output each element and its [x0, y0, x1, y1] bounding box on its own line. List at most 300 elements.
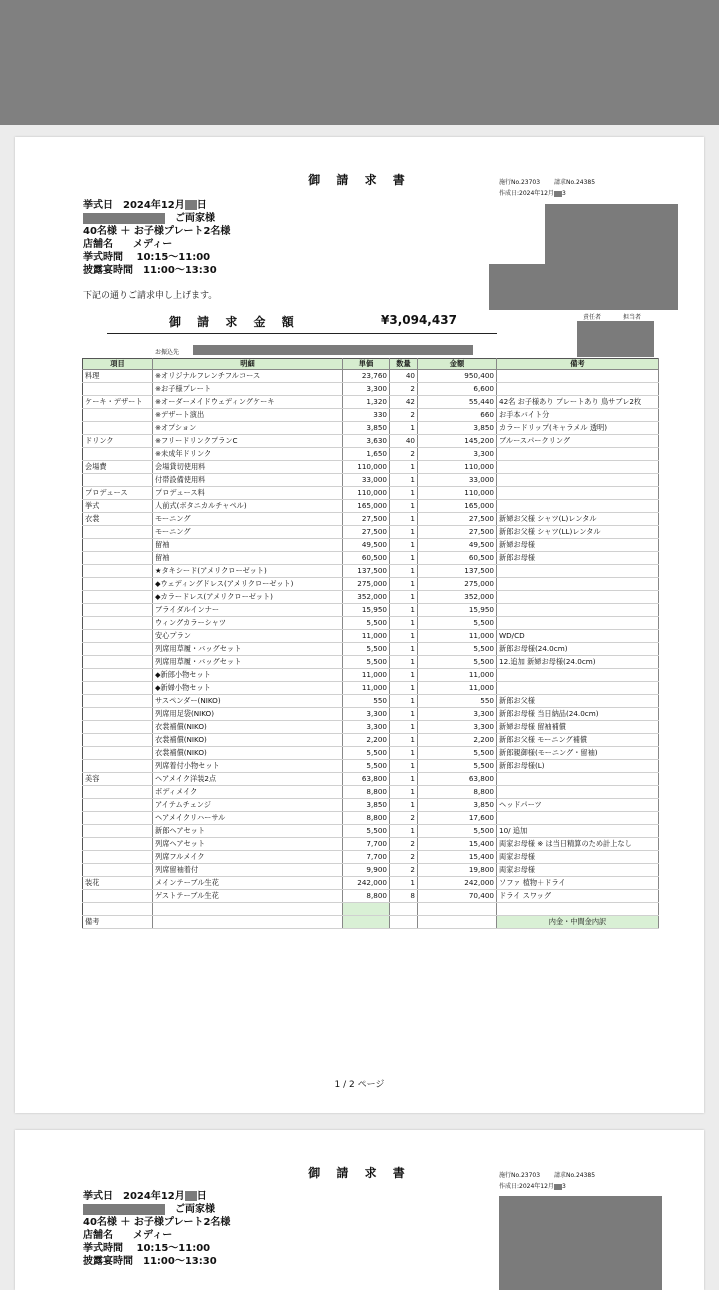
cell-detail: 留袖 [153, 539, 343, 552]
cell-unit-price: 15,950 [343, 604, 390, 617]
table-row [83, 604, 659, 617]
cell-remarks: 新郎お母様 当日納品(24.0cm) [497, 708, 659, 721]
staff-label: 担当者 [623, 314, 642, 321]
cell-detail: ボディメイク [153, 786, 343, 799]
cell-detail: 新郎ヘアセット [153, 825, 343, 838]
cell-quantity: 2 [390, 383, 418, 396]
cell-amount: 5,500 [418, 747, 497, 760]
cell-detail: ◆ウェディングドレス(アメリクローゼット) [153, 578, 343, 591]
cell-category [83, 851, 153, 864]
cell-detail: ※未成年ドリンク [153, 448, 343, 461]
table-row [83, 682, 659, 695]
cell-remarks: 新郎親御様(モーニング・留袖) [497, 747, 659, 760]
cell-remarks: 12.追加 新婦お母様(24.0cm) [497, 656, 659, 669]
table-row [83, 799, 659, 812]
table-row [83, 890, 659, 903]
cell-amount: 49,500 [418, 539, 497, 552]
table-row [83, 383, 659, 396]
empty-area [83, 903, 659, 916]
cell-detail: 列席フルメイク [153, 851, 343, 864]
cell-remarks: カラードリップ(キャラメル 透明) [497, 422, 659, 435]
table-row [83, 643, 659, 656]
table-row [83, 825, 659, 838]
cell-unit-price: 275,000 [343, 578, 390, 591]
table-row [83, 721, 659, 734]
cell-quantity: 1 [390, 747, 418, 760]
cell-category: 美容 [83, 773, 153, 786]
cell-category [83, 695, 153, 708]
cell-amount: 3,300 [418, 708, 497, 721]
cell-category [83, 747, 153, 760]
table-row [83, 448, 659, 461]
cell-unit-price: 3,630 [343, 435, 390, 448]
cell-unit-price: 550 [343, 695, 390, 708]
table-row [83, 747, 659, 760]
col-remarks: 備考 [497, 359, 659, 370]
cell-unit-price: 3,850 [343, 799, 390, 812]
table-row [83, 838, 659, 851]
cell-amount: 63,800 [418, 773, 497, 786]
address-label: お振込先 [155, 349, 180, 356]
cell-unit-price: 8,800 [343, 786, 390, 799]
reception-time: 披露宴時間 11:00〜13:30 [83, 265, 217, 276]
cell-amount: 137,500 [418, 565, 497, 578]
cell-detail: ※フリードリンクプランC [153, 435, 343, 448]
cell-quantity: 1 [390, 552, 418, 565]
cell-remarks [497, 773, 659, 786]
cell-remarks: 新郎お母様(24.0cm) [497, 643, 659, 656]
col-unit-price: 単価 [343, 359, 390, 370]
cell-category [83, 617, 153, 630]
cell-category [83, 591, 153, 604]
col-amount: 金額 [418, 359, 497, 370]
ceremony-time: 挙式時間 10:15〜11:00 [83, 1243, 211, 1254]
remarks-row [83, 916, 659, 929]
cell-detail: ◆新郎小物セット [153, 669, 343, 682]
client-info [83, 1190, 230, 1268]
cell-unit-price: 242,000 [343, 877, 390, 890]
document-title: 御 請 求 書 [308, 1166, 411, 1180]
cell-quantity: 40 [390, 370, 418, 383]
ref-numbers [499, 177, 595, 186]
cell-detail: 付帯設備使用料 [153, 474, 343, 487]
cell-amount: 242,000 [418, 877, 497, 890]
cell-category: 挙式 [83, 500, 153, 513]
cell-detail: 列席用草履・バッグセット [153, 656, 343, 669]
cell-amount: 3,850 [418, 799, 497, 812]
table-row [83, 539, 659, 552]
table-row [83, 591, 659, 604]
cell-unit-price: 352,000 [343, 591, 390, 604]
cell-remarks: 新郎お母様 [497, 552, 659, 565]
cell-detail: ブライダルインナー [153, 604, 343, 617]
table-row [83, 422, 659, 435]
cell-quantity: 1 [390, 474, 418, 487]
cell-amount: 110,000 [418, 487, 497, 500]
cell-amount: 3,300 [418, 721, 497, 734]
cell-category [83, 604, 153, 617]
cell-unit-price: 3,300 [343, 708, 390, 721]
cell-unit-price: 49,500 [343, 539, 390, 552]
cell-detail: ◆カラードレス(アメリクローゼット) [153, 591, 343, 604]
cell-quantity: 1 [390, 526, 418, 539]
cell-quantity: 1 [390, 500, 418, 513]
cell-quantity: 1 [390, 695, 418, 708]
cell-quantity: 1 [390, 630, 418, 643]
cell-quantity: 2 [390, 448, 418, 461]
cell-remarks: 両家お母様 ※ は当日精算のため計上なし [497, 838, 659, 851]
cell-amount: 6,600 [418, 383, 497, 396]
table-row [83, 565, 659, 578]
cell-unit-price: 11,000 [343, 682, 390, 695]
cell-detail: プロデュース料 [153, 487, 343, 500]
cell-quantity: 1 [390, 799, 418, 812]
cell-quantity: 1 [390, 721, 418, 734]
remarks-label: 備考 [83, 916, 153, 929]
cell-category: 会場費 [83, 461, 153, 474]
cell-remarks: 新婦お母様 留袖補償 [497, 721, 659, 734]
col-detail: 明細 [153, 359, 343, 370]
cell-amount: 15,400 [418, 851, 497, 864]
total-amount: ¥3,094,437 [381, 313, 457, 327]
cell-category [83, 682, 153, 695]
cell-detail: 衣裳補償(NIKO) [153, 721, 343, 734]
redacted-block [545, 204, 678, 264]
col-category: 項目 [83, 359, 153, 370]
cell-remarks [497, 448, 659, 461]
client-info [83, 199, 230, 277]
cell-quantity: 1 [390, 682, 418, 695]
cell-detail: モーニング [153, 526, 343, 539]
cell-category [83, 422, 153, 435]
ref-numbers: 施行No.23703 請求No.24385 [499, 1172, 596, 1179]
wedding-date: 挙式日 2024年12月 日 [83, 200, 207, 211]
table-row [83, 617, 659, 630]
cell-category [83, 630, 153, 643]
cell-quantity: 40 [390, 435, 418, 448]
invoice-table [82, 358, 659, 929]
created-date: 作成日:2024年12月 3 [499, 1183, 566, 1190]
ceremony-time: 挙式時間 10:15〜11:00 [83, 252, 211, 263]
cell-category [83, 656, 153, 669]
cell-quantity: 1 [390, 422, 418, 435]
table-row [83, 461, 659, 474]
table-row [83, 734, 659, 747]
cell-detail: 衣裳補償(NIKO) [153, 747, 343, 760]
cell-quantity: 1 [390, 513, 418, 526]
cell-amount: 15,400 [418, 838, 497, 851]
cell-amount: 11,000 [418, 630, 497, 643]
cell-amount: 15,950 [418, 604, 497, 617]
cell-category [83, 838, 153, 851]
cell-category: 衣裳 [83, 513, 153, 526]
cell-remarks [497, 370, 659, 383]
cell-quantity: 1 [390, 877, 418, 890]
cell-category [83, 721, 153, 734]
cell-unit-price: 9,900 [343, 864, 390, 877]
redacted-stamp [577, 321, 654, 357]
table-row [83, 851, 659, 864]
cell-unit-price: 330 [343, 409, 390, 422]
cell-unit-price: 3,300 [343, 721, 390, 734]
venue: 店舗名 メディー [83, 239, 173, 250]
cell-amount: 55,440 [418, 396, 497, 409]
table-row [83, 630, 659, 643]
cell-unit-price: 23,760 [343, 370, 390, 383]
cell-unit-price: 27,500 [343, 526, 390, 539]
cell-unit-price: 11,000 [343, 630, 390, 643]
cell-quantity: 1 [390, 591, 418, 604]
cell-category [83, 708, 153, 721]
cell-amount: 27,500 [418, 526, 497, 539]
cell-remarks: ヘッドパーツ [497, 799, 659, 812]
cell-unit-price: 63,800 [343, 773, 390, 786]
cell-quantity: 2 [390, 864, 418, 877]
cell-amount: 19,800 [418, 864, 497, 877]
cell-remarks: 新郎お父様 [497, 695, 659, 708]
table-row [83, 877, 659, 890]
cell-amount: 550 [418, 695, 497, 708]
cell-unit-price: 11,000 [343, 669, 390, 682]
cell-quantity: 1 [390, 656, 418, 669]
cell-unit-price: 110,000 [343, 461, 390, 474]
cell-category [83, 578, 153, 591]
cell-detail: ★タキシード(アメリクローゼット) [153, 565, 343, 578]
cell-amount: 8,800 [418, 786, 497, 799]
top-bar [0, 0, 719, 125]
invoice-page-2 [15, 1130, 704, 1290]
cell-amount: 5,500 [418, 825, 497, 838]
cell-amount: 660 [418, 409, 497, 422]
cell-detail: アイテムチェンジ [153, 799, 343, 812]
cell-quantity: 1 [390, 643, 418, 656]
table-row [83, 409, 659, 422]
cell-amount: 3,850 [418, 422, 497, 435]
cell-amount: 11,000 [418, 669, 497, 682]
cell-remarks [497, 682, 659, 695]
cell-unit-price: 5,500 [343, 643, 390, 656]
cell-remarks [497, 383, 659, 396]
col-quantity: 数量 [390, 359, 418, 370]
cell-detail: 列席用足袋(NIKO) [153, 708, 343, 721]
cell-category: プロデュース [83, 487, 153, 500]
cell-detail: モーニング [153, 513, 343, 526]
family-name: ご両家様 [83, 212, 230, 225]
table-row [83, 526, 659, 539]
cell-quantity: 1 [390, 734, 418, 747]
cell-unit-price: 33,000 [343, 474, 390, 487]
cell-unit-price: 1,650 [343, 448, 390, 461]
cell-unit-price: 137,500 [343, 565, 390, 578]
cell-remarks [497, 487, 659, 500]
table-row [83, 669, 659, 682]
cell-unit-price: 5,500 [343, 617, 390, 630]
cell-quantity: 1 [390, 760, 418, 773]
table-row [83, 474, 659, 487]
cell-detail: サスペンダー(NIKO) [153, 695, 343, 708]
cell-detail: メインテーブル生花 [153, 877, 343, 890]
table-row [83, 812, 659, 825]
cell-amount: 27,500 [418, 513, 497, 526]
cell-unit-price: 1,320 [343, 396, 390, 409]
cell-remarks [497, 578, 659, 591]
cell-detail: ※オリジナルフレンチフルコース [153, 370, 343, 383]
table-row [83, 487, 659, 500]
cell-quantity: 1 [390, 539, 418, 552]
cell-amount: 5,500 [418, 617, 497, 630]
invoice-page-1 [15, 137, 704, 1113]
cell-category [83, 565, 153, 578]
cell-unit-price: 165,000 [343, 500, 390, 513]
cell-amount: 5,500 [418, 656, 497, 669]
cell-unit-price: 2,200 [343, 734, 390, 747]
cell-unit-price: 5,500 [343, 825, 390, 838]
cell-detail: 衣裳補償(NIKO) [153, 734, 343, 747]
cell-detail: ヘアメイクリハーサル [153, 812, 343, 825]
cell-category [83, 643, 153, 656]
cell-amount: 2,200 [418, 734, 497, 747]
cell-category [83, 890, 153, 903]
table-row [83, 435, 659, 448]
cell-quantity: 1 [390, 617, 418, 630]
cell-remarks [497, 461, 659, 474]
cell-quantity: 1 [390, 786, 418, 799]
table-row [83, 370, 659, 383]
cell-remarks [497, 669, 659, 682]
cell-detail: 安心プラン [153, 630, 343, 643]
cell-category [83, 474, 153, 487]
venue: 店舗名 メディー [83, 1230, 173, 1241]
table-row [83, 500, 659, 513]
cell-category: ケーキ・デザート [83, 396, 153, 409]
cell-detail: ◆新婦小物セット [153, 682, 343, 695]
cell-quantity: 42 [390, 396, 418, 409]
wedding-date: 挙式日 2024年12月 日 [83, 1191, 207, 1202]
cell-quantity: 2 [390, 812, 418, 825]
table-header-row [83, 359, 659, 370]
cell-detail: ゲストテーブル生花 [153, 890, 343, 903]
family-name: ご両家様 [83, 1203, 230, 1216]
guest-count: 40名様 ＋ お子様プレート2名様 [83, 1217, 231, 1228]
cell-detail: 列席ヘアセット [153, 838, 343, 851]
cell-amount: 17,600 [418, 812, 497, 825]
cell-remarks: ドライ スワッグ [497, 890, 659, 903]
cell-quantity: 1 [390, 708, 418, 721]
cell-remarks: お手本バイト分 [497, 409, 659, 422]
cell-quantity: 1 [390, 487, 418, 500]
cell-remarks [497, 474, 659, 487]
table-row [83, 552, 659, 565]
cell-unit-price: 5,500 [343, 760, 390, 773]
cell-remarks: WD/CD [497, 630, 659, 643]
cell-category [83, 812, 153, 825]
table-row [83, 708, 659, 721]
cell-unit-price: 110,000 [343, 487, 390, 500]
cell-detail: 留袖 [153, 552, 343, 565]
cell-quantity: 1 [390, 669, 418, 682]
cell-unit-price: 7,700 [343, 838, 390, 851]
cell-remarks: 新婦お父様 シャツ(L)レンタル [497, 513, 659, 526]
table-row [83, 578, 659, 591]
cell-detail: 列席着付小物セット [153, 760, 343, 773]
cell-unit-price: 3,300 [343, 383, 390, 396]
cell-detail: 列席用草履・バッグセット [153, 643, 343, 656]
cell-unit-price: 7,700 [343, 851, 390, 864]
cell-remarks: 新郎お母様(L) [497, 760, 659, 773]
cell-unit-price: 5,500 [343, 747, 390, 760]
cell-detail: 人前式(ボタニカルチャペル) [153, 500, 343, 513]
cell-quantity: 1 [390, 604, 418, 617]
cell-category: 料理 [83, 370, 153, 383]
cell-quantity: 2 [390, 851, 418, 864]
table-row [83, 656, 659, 669]
cell-remarks: 42名 お子様あり プレートあり 鳥サブレ2枚 [497, 396, 659, 409]
cell-remarks [497, 500, 659, 513]
cell-unit-price: 60,500 [343, 552, 390, 565]
cell-amount: 33,000 [418, 474, 497, 487]
cell-remarks [497, 565, 659, 578]
total-label: 御 請 求 金 額 [169, 315, 300, 329]
cell-quantity: 8 [390, 890, 418, 903]
intro-note: 下記の通りご請求申し上げます。 [83, 291, 218, 301]
cell-amount: 11,000 [418, 682, 497, 695]
cell-category [83, 760, 153, 773]
cell-category [83, 539, 153, 552]
cell-amount: 110,000 [418, 461, 497, 474]
cell-amount: 165,000 [418, 500, 497, 513]
deposit-label: 内金・中間金内訳 [497, 916, 658, 928]
cell-category [83, 552, 153, 565]
cell-detail: 列席留袖着付 [153, 864, 343, 877]
cell-amount: 60,500 [418, 552, 497, 565]
cell-remarks: 新郎お父様 シャツ(LL)レンタル [497, 526, 659, 539]
cell-detail: ※オプション [153, 422, 343, 435]
cell-category [83, 734, 153, 747]
cell-remarks [497, 604, 659, 617]
cell-remarks: 10/ 追加 [497, 825, 659, 838]
total-underline [107, 333, 497, 334]
cell-quantity: 1 [390, 565, 418, 578]
cell-remarks: 両家お母様 [497, 851, 659, 864]
cell-remarks: 新郎お父様 モーニング補償 [497, 734, 659, 747]
cell-category: ドリンク [83, 435, 153, 448]
cell-amount: 352,000 [418, 591, 497, 604]
guest-count: 40名様 ＋ お子様プレート2名様 [83, 226, 231, 237]
created-date: 作成日:2024年12月 3 [499, 190, 566, 197]
cell-quantity: 1 [390, 773, 418, 786]
cell-remarks: 新婦お母様 [497, 539, 659, 552]
cell-category [83, 669, 153, 682]
table-row [83, 773, 659, 786]
cell-category: 装花 [83, 877, 153, 890]
cell-category [83, 864, 153, 877]
invoice-no: 請求No.24385 [553, 179, 596, 186]
cell-detail: 会場貸切使用料 [153, 461, 343, 474]
cell-unit-price: 8,800 [343, 890, 390, 903]
document-title: 御 請 求 書 [308, 173, 411, 187]
redacted-address [193, 345, 473, 355]
ref-no: 施行No.23703 [499, 179, 541, 186]
cell-unit-price: 3,850 [343, 422, 390, 435]
cell-detail: ※デザート演出 [153, 409, 343, 422]
cell-amount: 275,000 [418, 578, 497, 591]
table-row [83, 786, 659, 799]
cell-remarks: 両家お母様 [497, 864, 659, 877]
cell-remarks: ブルースパークリング [497, 435, 659, 448]
cell-remarks [497, 617, 659, 630]
cell-detail: ウィングカラーシャツ [153, 617, 343, 630]
cell-category [83, 526, 153, 539]
